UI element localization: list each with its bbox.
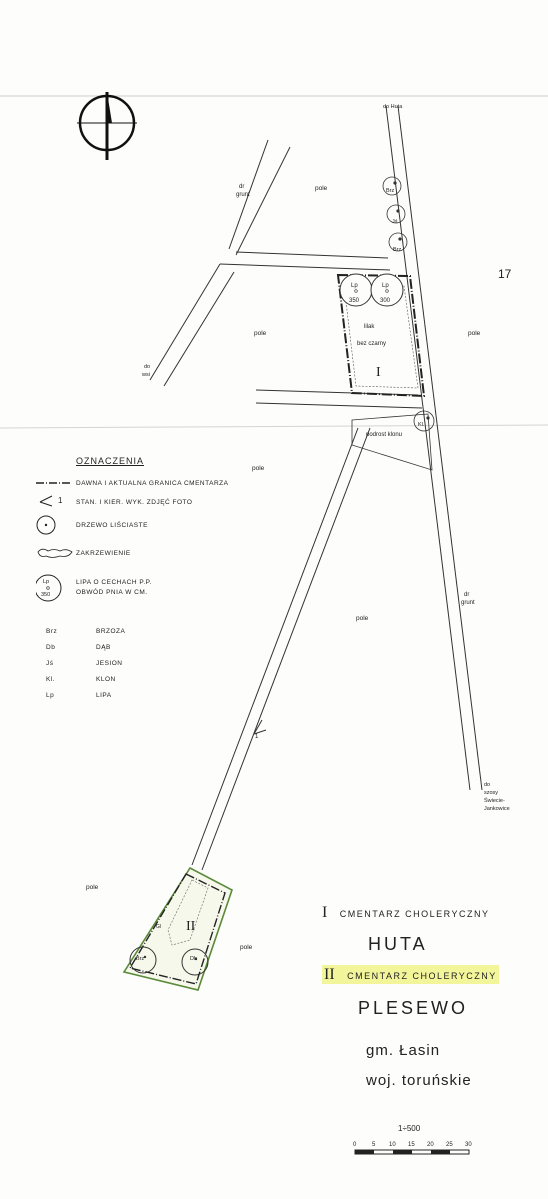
page-fold: [0, 425, 548, 428]
page-number: 17: [498, 267, 512, 281]
label-elder: bez czarny: [357, 341, 387, 347]
title-gmina: gm. Łasin: [366, 1042, 441, 1059]
scale-tick: 20: [427, 1142, 434, 1148]
title-cemetery-two-highlight: [322, 965, 499, 984]
label-linden-2-girth: 300: [380, 298, 391, 304]
legend-label: DAWNA I AKTUALNA GRANICA CMENTARZA: [76, 480, 229, 487]
label-field-mid: pole: [252, 465, 265, 472]
label-oak: Db: [190, 956, 198, 962]
label-to-road-4: Jankowice: [484, 806, 510, 812]
label-dirt-road-right-2: grunt: [461, 600, 475, 606]
scale-ratio: 1÷500: [398, 1124, 421, 1133]
legend-photo-number: 1: [58, 496, 63, 505]
label-maple: Kl.: [418, 422, 425, 428]
scale-bar: [355, 1150, 469, 1154]
label-dirt-road-top-1: dr: [239, 184, 245, 190]
label-dirt-road-right-1: dr: [464, 592, 470, 598]
scale-ticks: [353, 1142, 472, 1148]
label-linden-2: Lp: [382, 283, 389, 289]
scale-tick: 10: [389, 1142, 396, 1148]
legend-row-tree: [36, 514, 266, 536]
abbreviation-name: LIPA: [96, 692, 112, 699]
cemetery-two: [124, 868, 232, 990]
label-field-top: pole: [315, 185, 328, 192]
title-roman-one: I: [322, 904, 328, 921]
label-to-village-1: do: [144, 364, 151, 370]
scale-tick: 15: [408, 1142, 415, 1148]
road-right-east-edge: [398, 106, 482, 790]
title-cemetery-two-text: CMENTARZ CHOLERYCZNY: [347, 971, 497, 981]
title-huta: HUTA: [368, 934, 428, 954]
title-plesewo: PLESEWO: [358, 998, 469, 1018]
label-to-village-2: wsi: [142, 372, 150, 378]
label-linden-1-girth: 350: [349, 298, 360, 304]
label-field-center: pole: [356, 615, 369, 622]
label-linden-1: Lp: [351, 283, 358, 289]
label-field-bottom-left: pole: [86, 884, 99, 891]
scale-tick: 30: [465, 1142, 472, 1148]
photo-station-icon: [254, 720, 266, 734]
label-do-huta: do Huta: [383, 104, 403, 110]
legend-label: LIPA O CECHACH P.P.: [76, 579, 152, 586]
dirt-road-top-edge-b: [236, 147, 290, 255]
label-to-road-2: szosy: [484, 790, 499, 796]
abbreviation-code: Kl.: [46, 676, 56, 683]
legend-title: OZNACZENIA: [76, 456, 145, 466]
label-to-road-3: Świecie-: [484, 798, 505, 804]
title-roman-two: II: [324, 966, 335, 983]
scale-tick: 0: [353, 1142, 357, 1148]
road-right-west-edge: [386, 106, 470, 790]
photo-station-legend-icon: [36, 494, 72, 510]
title-voivodeship: woj. toruńskie: [366, 1072, 472, 1089]
label-to-road-1: do: [484, 782, 491, 788]
abbreviation-code: Lp: [46, 692, 55, 699]
legend-linden-girth: 350: [41, 592, 51, 598]
label-ash: Jś: [392, 219, 398, 225]
label-photo-number: 1: [255, 734, 259, 740]
boundary-line-icon: [36, 478, 72, 488]
north-arrow-icon: [77, 92, 137, 160]
label-cemetery-two-roman: II: [186, 919, 196, 934]
legend-row-shrubs: [36, 544, 266, 566]
abbreviation-code: Db: [46, 644, 56, 651]
label-gl: Gl: [156, 924, 161, 930]
monument-linden-icon: [36, 574, 72, 604]
label-field-left: pole: [254, 330, 267, 337]
legend-label: DRZEWO LIŚCIASTE: [76, 522, 148, 529]
legend-label: OBWÓD PNIA W CM.: [76, 589, 148, 596]
label-lilac: lilak: [364, 324, 375, 330]
title-cemetery-one-text: CMENTARZ CHOLERYCZNY: [339, 909, 490, 919]
label-birch-1: Brz: [386, 188, 395, 194]
label-field-bottom-right: pole: [240, 944, 253, 951]
cemetery-one: [338, 274, 424, 396]
label-birch-cemetery: Brz: [136, 956, 145, 962]
title-line-cemetery-two: [322, 966, 499, 984]
abbreviation-name: KLON: [96, 676, 116, 683]
abbreviation-name: JESION: [96, 660, 123, 667]
legend-label: STAN. I KIER. WYK. ZDJĘĆ FOTO: [76, 499, 193, 506]
legend-linden-lp: Lp: [43, 579, 50, 585]
scale-tick: 25: [446, 1142, 453, 1148]
abbreviation-code: Brz: [46, 628, 58, 635]
label-dirt-road-top-2: grunt: [236, 192, 250, 198]
scale-tick: 5: [372, 1142, 376, 1148]
deciduous-tree-icon: [36, 514, 72, 536]
shrubs-icon: [36, 546, 74, 560]
abbreviation-name: DĄB: [96, 644, 111, 651]
label-cemetery-one-roman: I: [376, 365, 381, 380]
abbreviation-code: Jś: [46, 660, 54, 667]
label-birch-2: Brz: [393, 247, 402, 253]
legend-row-photo: [36, 494, 266, 516]
title-line-cemetery-one: [322, 904, 489, 922]
legend-row-linden: [36, 574, 266, 606]
abbreviation-name: BRZOZA: [96, 628, 126, 635]
label-maple-undergrowth: podrost klonu: [366, 432, 403, 438]
legend-label: ZAKRZEWIENIE: [76, 550, 131, 557]
label-field-right: pole: [468, 330, 481, 337]
